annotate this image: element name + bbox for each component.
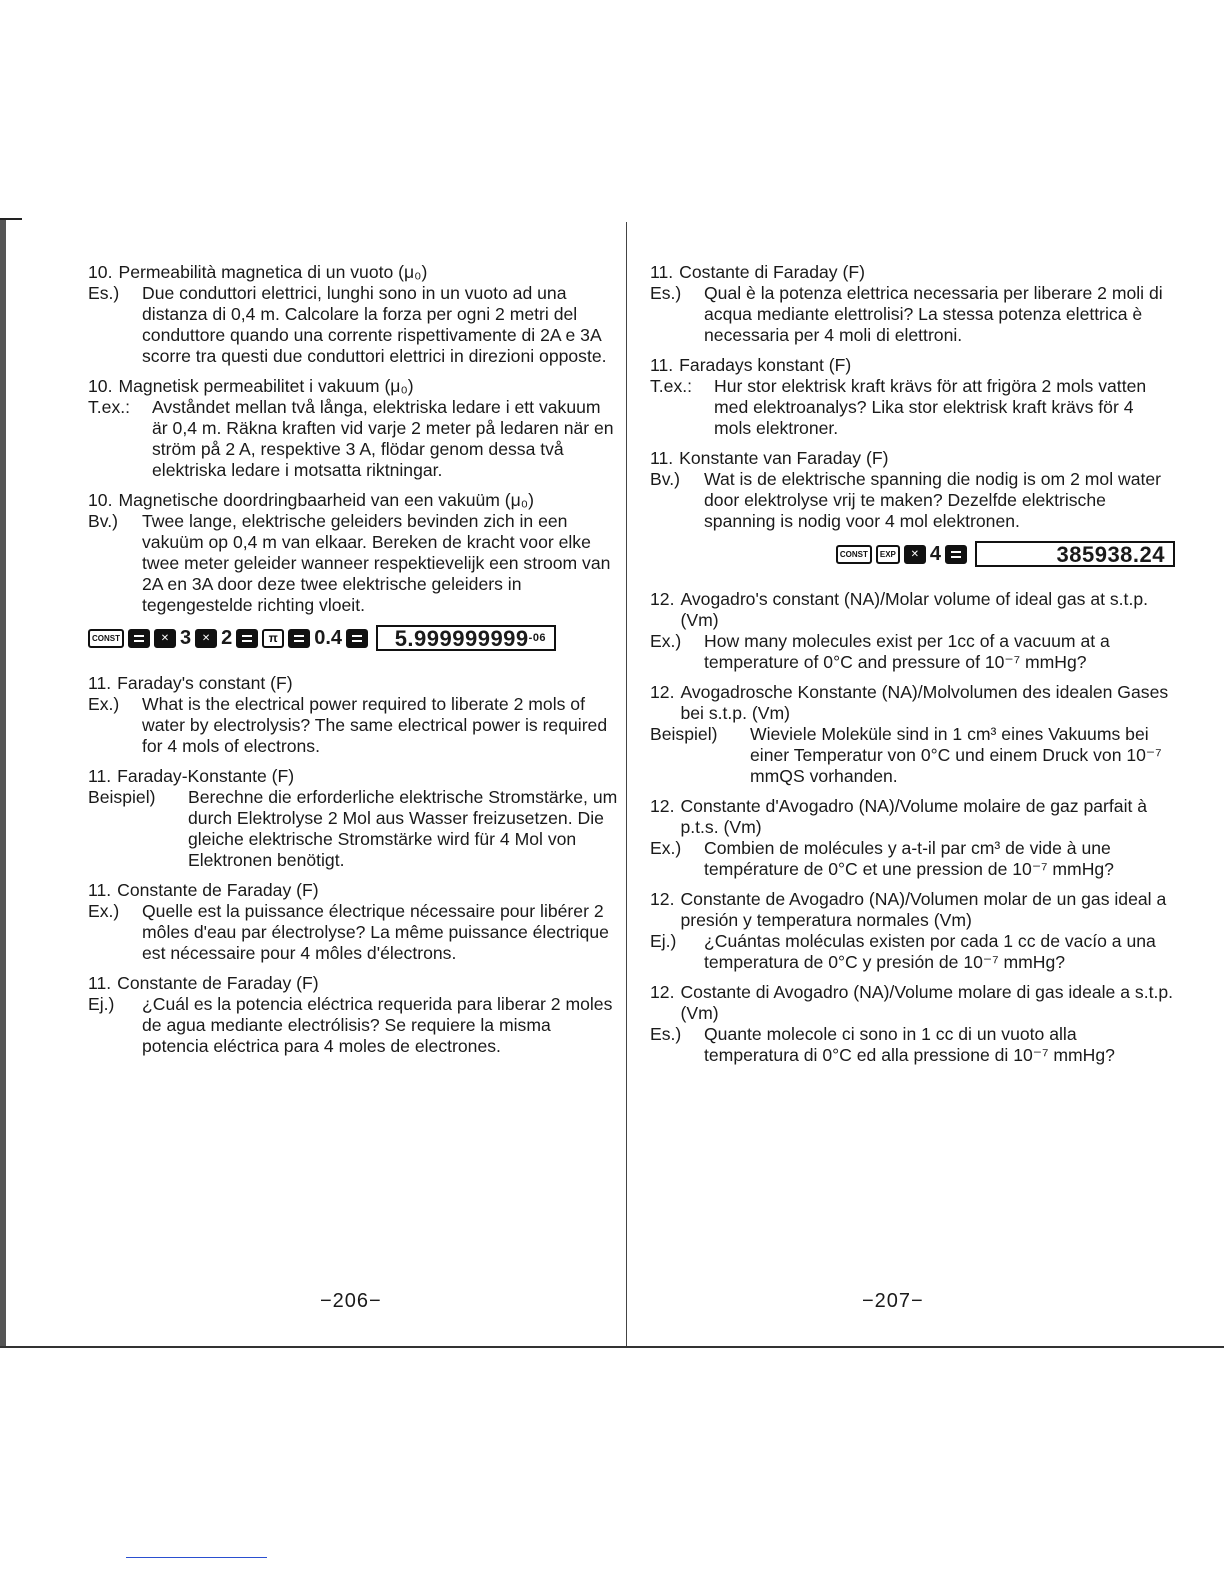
entry-number: 10. (88, 376, 113, 396)
example-text: ¿Cuántas moléculas existen por cada 1 cc de vacío a una temperatura de 0°C y presión de 10⁻⁷ mmHg? (704, 931, 1156, 972)
entry-sv-11 (650, 355, 1175, 439)
scan-bottom-line (0, 1346, 1224, 1348)
entry-it-12 (650, 982, 1175, 1066)
entry-number: 12. (650, 796, 675, 816)
entry-title: Faradays konstant (F) (679, 355, 852, 375)
calculator-display: 385938.24 (975, 541, 1175, 567)
entry-en-11 (88, 673, 618, 757)
example-text: Wieviele Moleküle sind in 1 cm³ eines Vakuums bei einer Temperatur von 0°C und einem Druck von 10⁻⁷ mmQS vorhanden. (750, 724, 1162, 786)
entry-number: 11. (650, 355, 674, 375)
key-sequence-right (650, 541, 1175, 567)
example-text: How many molecules exist per 1cc of a vacuum at a temperature of 0°C and pressure of 10⁻⁷ mmHg? (704, 631, 1110, 672)
entry-it-11 (650, 262, 1175, 346)
example-label: Ex.) (650, 631, 682, 651)
pi-key-icon: π (262, 629, 284, 648)
entry-es-11 (88, 973, 618, 1057)
example-text: Avståndet mellan två långa, elektriska ledare i ett vakuum är 0,4 m. Räkna kraften vid varje 2 meter på ledaren när en ström på 2 A, respektive 3 A, flödar genom dessa två elektriska ledare i motsatta riktningar. (152, 397, 614, 480)
example-label: Ej.) (650, 931, 677, 951)
entry-title: Permeabilità magnetica di un vuoto (μ₀) (118, 262, 428, 282)
display-mantissa: 5.999999999 (394, 625, 529, 651)
left-page (88, 262, 618, 1066)
equals-key-icon (128, 629, 150, 648)
example-text: Hur stor elektrisk kraft krävs för att frigöra 2 mols vatten med elektroanalys? Lika stor elektrisk kraft krävs för 4 mols elektroner. (714, 376, 1147, 438)
entry-number: 11. (650, 448, 674, 468)
entry-number: 11. (88, 880, 112, 900)
page-number-left: −206− (320, 1290, 382, 1312)
example-label: Beispiel) (88, 787, 156, 807)
scan-edge-left (0, 218, 6, 1348)
example-text: ¿Cuál es la potencia eléctrica requerida para liberar 2 moles de agua mediante electrólisis? Se requiere la misma potencia eléctrica para 4 moles de electrones. (142, 994, 613, 1056)
entry-title: Constante d'Avogadro (NA)/Volume molaire de gaz parfait à p.t.s. (Vm) (680, 796, 1148, 837)
example-label: Ex.) (88, 901, 120, 921)
example-text: Wat is de elektrische spanning die nodig is om 2 mol water door elektrolyse vrij te maken? Dezelfde elektrische spanning is nodig voor 4 mol elektronen. (704, 469, 1162, 531)
entry-title: Magnetisk permeabilitet i vakuum (μ₀) (118, 376, 414, 396)
multiply-key-icon: ✕ (904, 545, 926, 564)
example-text: Berechne die erforderliche elektrische Stromstärke, um durch Elektrolyse 2 Mol aus Wasser freizusetzen. Die gleiche elektrische Stromstärke wird für 4 Mol von Elektronen benötigt. (188, 787, 618, 870)
entry-title: Konstante van Faraday (F) (679, 448, 889, 468)
exp-key-icon: EXP (876, 545, 900, 564)
entry-de-12 (650, 682, 1175, 787)
example-label: Bv.) (650, 469, 680, 489)
entry-title: Costante di Avogadro (NA)/Volume molare di gas ideale a s.t.p. (Vm) (680, 982, 1174, 1023)
equals-key-icon (236, 629, 258, 648)
footer-underline (126, 1557, 267, 1558)
entry-number: 11. (650, 262, 674, 282)
example-text: Quante molecole ci sono in 1 cc di un vuoto alla temperatura di 0°C ed alla pressione di 10⁻⁷ mmHg? (704, 1024, 1115, 1065)
example-label: Bv.) (88, 511, 118, 531)
multiply-key-icon: ✕ (195, 629, 217, 648)
example-text: Combien de molécules y a-t-il par cm³ de vide à une température de 0°C et une pression de 10⁻⁷ mmHg? (704, 838, 1114, 879)
entry-number: 11. (88, 766, 112, 786)
key-sequence-left (88, 625, 618, 651)
entry-title: Faraday's constant (F) (117, 673, 293, 693)
example-text: What is the electrical power required to liberate 2 mols of water by electrolysis? The same electrical power is required for 4 mols of electrons. (142, 694, 608, 756)
entry-number: 10. (88, 490, 113, 510)
scan-edge-top-left (0, 218, 22, 220)
right-page (650, 262, 1175, 1075)
entry-de-11 (88, 766, 618, 871)
page-number-right: −207− (862, 1290, 924, 1312)
entry-title: Avogadrosche Konstante (NA)/Molvolumen des idealen Gases bei s.t.p. (Vm) (680, 682, 1169, 723)
entry-fr-12 (650, 796, 1175, 880)
calculator-display (376, 625, 556, 651)
entry-title: Constante de Faraday (F) (117, 880, 319, 900)
equals-key-icon (945, 545, 967, 564)
example-label: Es.) (650, 1024, 682, 1044)
example-label: Ej.) (88, 994, 115, 1014)
display-exponent: -06 (528, 631, 547, 644)
digit-2: 2 (221, 626, 233, 649)
entry-it-10 (88, 262, 618, 367)
example-text: Quelle est la puissance électrique nécessaire pour libérer 2 môles d'eau par électrolyse? La même puissance électrique est nécessaire pour 4 môles d'électrons. (142, 901, 609, 963)
entry-number: 12. (650, 589, 675, 609)
entry-number: 10. (88, 262, 113, 282)
entry-title: Costante di Faraday (F) (679, 262, 865, 282)
page-divider (626, 222, 627, 1347)
example-label: T.ex.: (650, 376, 693, 396)
entry-title: Constante de Avogadro (NA)/Volumen molar de un gas ideal a presión y temperatura normales (Vm) (680, 889, 1167, 930)
entry-title: Faraday-Konstante (F) (117, 766, 295, 786)
const-key-icon: CONST (836, 545, 872, 564)
equals-key-icon (288, 629, 310, 648)
multiply-key-icon: ✕ (154, 629, 176, 648)
entry-number: 11. (88, 973, 112, 993)
example-label: Ex.) (650, 838, 682, 858)
example-label: Es.) (88, 283, 120, 303)
entry-title: Constante de Faraday (F) (117, 973, 319, 993)
entry-nl-10 (88, 490, 618, 616)
const-key-icon: CONST (88, 629, 124, 648)
example-label: Beispiel) (650, 724, 718, 744)
entry-nl-11 (650, 448, 1175, 532)
example-label: T.ex.: (88, 397, 131, 417)
example-text: Due conduttori elettrici, lunghi sono in un vuoto ad una distanza di 0,4 m. Calcolare la forza per ogni 2 metri del conduttore quando una corrente rispettivamente di 2A e 3A scorre tra questi due conduttori elettrici in direzioni opposte. (142, 283, 607, 366)
entry-number: 12. (650, 889, 675, 909)
example-label: Ex.) (88, 694, 120, 714)
digit-3: 3 (180, 626, 192, 649)
example-label: Es.) (650, 283, 682, 303)
digit-4: 4 (929, 542, 941, 565)
entry-title: Magnetische doordringbaarheid van een vakuüm (μ₀) (118, 490, 534, 510)
example-text: Twee lange, elektrische geleiders bevinden zich in een vakuüm op 0,4 m van elkaar. Bereken de kracht voor elke twee meter geleider wanneer respektievelijk een stroom van 2A en 3A door deze twee elektrische geleiders in tegengestelde richting vloeit. (142, 511, 611, 615)
entry-title: Avogadro's constant (NA)/Molar volume of ideal gas at s.t.p. (Vm) (680, 589, 1149, 630)
entry-number: 12. (650, 982, 675, 1002)
example-text: Qual è la potenza elettrica necessaria per liberare 2 moli di acqua mediante elettrolisi? La stessa potenza elettrica è necessaria per 4 moli di elettroni. (704, 283, 1163, 345)
entry-es-12 (650, 889, 1175, 973)
entry-en-12 (650, 589, 1175, 673)
entry-number: 11. (88, 673, 112, 693)
entry-sv-10 (88, 376, 618, 481)
digit-0-4: 0.4 (314, 626, 343, 649)
entry-number: 12. (650, 682, 675, 702)
entry-fr-11 (88, 880, 618, 964)
equals-key-icon (346, 629, 368, 648)
